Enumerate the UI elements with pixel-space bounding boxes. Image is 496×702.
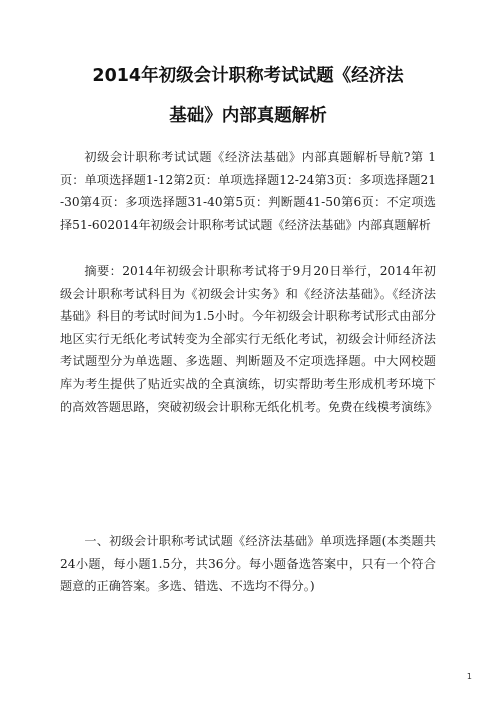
page-number: 1 [466,672,472,681]
document-title-line-2: 基础》内部真题解析 [169,106,327,126]
document-title-line-1: 2014年初级会计职称考试试题《经济法 [92,66,404,86]
paragraph-abstract: 摘要：2014年初级会计职称考试将于9月20日举行，2014年初级会计职称考试科目为《初级会计实务》和《经济法基础》。《经济法基础》科目的考试时间为1.5小时。今年初级会计职称考试形式由部分地区实行无纸化考试转变为全部实行无纸化考试，初级会计师经济法考试题型分为单选题、多选题、判断题及不定项选择题。中大网校题库为考生提供了贴近实战的全真演练，切实帮助考生形成机考环境下的高效答题思路，突破初级会计职称无纸化机考。免费在线模考演练》 [60,264,438,414]
paragraph-navigation: 初级会计职称考试试题《经济法基础》内部真题解析导航?第 1页：单项选择题1-12第2页：单项选择题12-24第3页：多项选择题21-30第4页：多项选择题31-40第5页：判断题41-50第6页：不定项选择51-602014年初级会计职称考试试题《经济法基础》内部真题解析 [60,150,436,232]
paragraph-section-heading: 一、初级会计职称考试试题《经济法基础》单项选择题(本类题共24小题，每小题1.5分，共36分。每小题备选答案中，只有一个符合题意的正确答案。多选、错选、不选均不得分。) [60,534,436,594]
